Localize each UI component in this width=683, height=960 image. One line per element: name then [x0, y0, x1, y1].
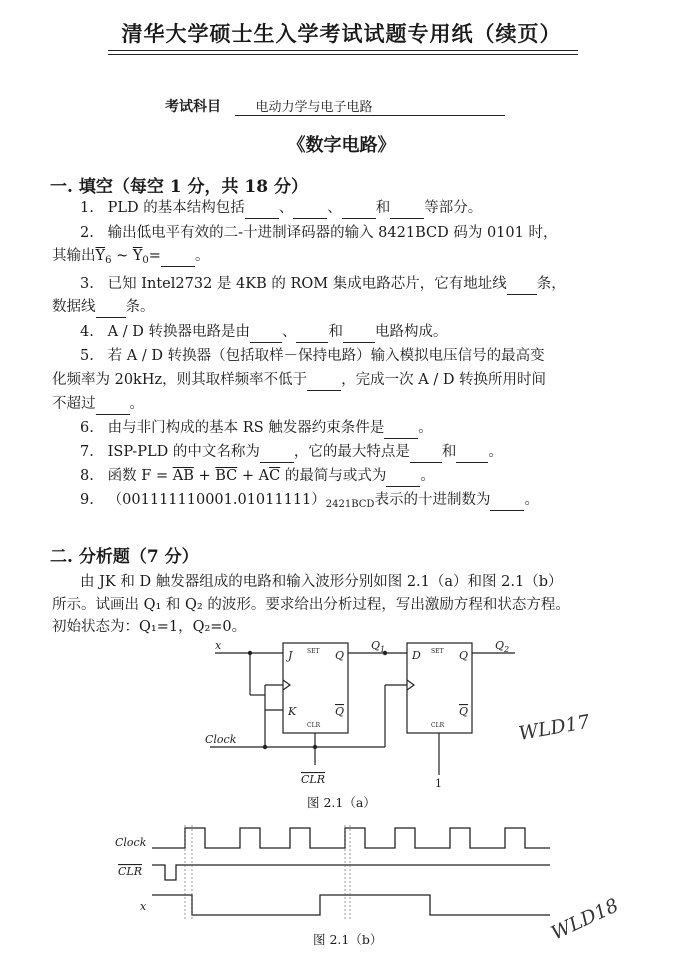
header-rule-2 — [108, 54, 578, 55]
q8-bc: $\overline{BC}$ — [215, 468, 238, 484]
q8-ab: $\overline{AB}$ — [172, 468, 194, 484]
d-d-label: D — [412, 649, 421, 662]
q4-blank-3 — [343, 322, 375, 343]
q3-blank-1 — [507, 274, 537, 295]
q9-end: 。 — [524, 492, 539, 508]
figure-a-caption: 图 2.1（a） — [307, 795, 376, 810]
question-3-line1 — [80, 274, 566, 295]
question-4 — [80, 322, 447, 343]
jk-k-label: K — [288, 705, 297, 718]
q1-label: $Q_1$ — [371, 639, 386, 654]
handwritten-mark-2: WLD18 — [547, 894, 622, 945]
section2-para2: 所示。试画出 Q₁ 和 Q₂ 的波形。要求给出分析过程，写出激励方程和状态方程。 — [52, 597, 570, 613]
question-5-line1 — [80, 346, 545, 366]
q9-text-b: 表示的十进制数为 — [374, 492, 491, 508]
q2-y6: $\overline{Y}$ — [95, 248, 106, 264]
q3-blank-2 — [96, 297, 126, 318]
q1-blank-2 — [293, 198, 327, 219]
q7-blank-3 — [456, 442, 488, 463]
q8-plus1: + — [198, 468, 211, 484]
fig-b-x-label: x — [140, 900, 147, 913]
q2-blank — [161, 246, 195, 267]
question-6 — [80, 418, 433, 439]
q1-text-end: 等部分。 — [424, 200, 483, 216]
q9-num: 9. — [80, 492, 94, 508]
q2-text-b: 其输出 — [52, 248, 96, 264]
q2-end: 。 — [194, 248, 210, 264]
jk-clr-pin-label: CLR — [307, 722, 321, 729]
section2-para3: 初始状态为：Q₁=1，Q₂=0。 — [52, 619, 247, 635]
q8-c: $\overline{C}$ — [269, 468, 281, 484]
q5-text-b: 化频率为 20kHz，则其取样频率不低于 — [52, 372, 308, 388]
waveform-diagram — [110, 820, 560, 930]
q5-text-b2: ，完成一次 A / D 转换所用时间 — [341, 372, 547, 388]
q6-end: 。 — [418, 420, 433, 436]
q8-num: 8. — [80, 468, 94, 484]
question-7 — [80, 442, 503, 463]
question-3-line2 — [52, 297, 155, 318]
q8-text-b: 的最简与或式为 — [284, 468, 387, 484]
q2-range: ~ — [116, 248, 129, 264]
d-qbar-label: Q — [459, 705, 469, 718]
q3-num: 3. — [80, 276, 94, 292]
fig-a-clock-label: Clock — [205, 733, 237, 746]
q3-text: 已知 Intel2732 是 4KB 的 ROM 集成电路芯片，它有地址线 — [107, 276, 507, 292]
q9-sub: 2421BCD — [325, 499, 375, 510]
handwriting-marks — [500, 680, 680, 950]
question-5-line2 — [52, 370, 546, 391]
q3-text-a2: 条， — [536, 276, 566, 292]
q4-sep2: 和 — [328, 324, 343, 340]
q8-text: 函数 F = — [107, 468, 169, 484]
q1-blank-4 — [390, 198, 424, 219]
q3-text-b2: 条。 — [125, 299, 155, 315]
handwritten-mark-1: WLD17 — [517, 710, 592, 745]
question-9 — [80, 490, 539, 515]
subject-label: 考试科目 — [165, 99, 221, 115]
q8-end: 。 — [420, 468, 435, 484]
header-rule — [108, 50, 578, 51]
question-2-line2 — [52, 246, 209, 271]
q4-text: A / D 转换器电路是由 — [107, 324, 250, 340]
question-5-line3 — [52, 394, 144, 415]
figure-b-caption: 图 2.1（b） — [313, 932, 383, 947]
subject-value: 电动力学与电子电路 — [235, 96, 505, 116]
d-clr-pin-label: CLR — [431, 722, 445, 729]
q3-text-b: 数据线 — [52, 299, 96, 315]
q2-text: 输出低电平有效的二-十进制译码器的输入 8421BCD 码为 0101 时， — [107, 225, 558, 241]
q7-text: ISP-PLD 的中文名称为 — [107, 444, 260, 460]
circuit-diagram — [195, 635, 535, 795]
q9-text: （001111110001.01011111） — [107, 492, 326, 508]
header-title: 清华大学硕士生入学考试试题专用纸（续页） — [121, 21, 562, 46]
fig-a-clr-label: CLR — [301, 773, 326, 786]
fig-a-x-label: x — [215, 639, 222, 652]
q5-text-c: 不超过 — [52, 396, 96, 412]
q1-sep2: 、 — [327, 200, 342, 216]
clock-waveform — [152, 828, 550, 848]
section2-para1: 由 JK 和 D 触发器组成的电路和输入波形分别如图 2.1（a）和图 2.1（b） — [80, 574, 563, 590]
q4-blank-1 — [250, 322, 282, 343]
x-waveform — [152, 895, 550, 915]
jk-qbar-label: Q — [335, 705, 345, 718]
q5-text: 若 A / D 转换器（包括取样－保持电路）输入模拟电压信号的最高变 — [107, 348, 545, 364]
q5-blank-1 — [307, 370, 341, 391]
subject-row — [165, 96, 505, 116]
q2-y0: $\overline{Y}$ — [132, 248, 143, 264]
q4-num: 4. — [80, 324, 94, 340]
q4-text-end: 电路构成。 — [374, 324, 448, 340]
q7-num: 7. — [80, 444, 94, 460]
q2-y0-sub: 0 — [142, 255, 149, 266]
jk-q-label: Q — [335, 649, 345, 662]
q5-num: 5. — [80, 348, 94, 364]
q8-blank — [386, 466, 420, 487]
q9-blank — [490, 490, 524, 511]
question-8 — [80, 466, 435, 487]
course-title: 《数字电路》 — [287, 135, 396, 156]
fig-a-one-label: 1 — [435, 777, 442, 790]
jk-j-label: J — [288, 649, 293, 662]
q5-text-c2: 。 — [129, 396, 144, 412]
q2-num: 2. — [80, 225, 94, 241]
q2-y6-sub: 6 — [105, 255, 112, 266]
question-1 — [80, 198, 482, 219]
q7-blank-2 — [410, 442, 442, 463]
q2-eq: = — [148, 248, 161, 264]
q6-blank — [384, 418, 418, 439]
q1-text: PLD 的基本结构包括 — [107, 200, 245, 216]
q4-sep1: 、 — [281, 324, 297, 340]
q1-sep3: 和 — [375, 200, 391, 216]
q1-sep1: 、 — [278, 200, 294, 216]
q6-text: 由与非门构成的基本 RS 触发器约束条件是 — [107, 420, 385, 436]
fig-b-clr-label: CLR — [118, 865, 143, 878]
d-set-label: SET — [431, 648, 444, 655]
q8-plus2: + A — [241, 468, 270, 484]
d-q-label: Q — [459, 649, 469, 662]
q2-label: $Q_2$ — [495, 639, 510, 654]
section2-heading: 二. 分析题（7 分） — [50, 547, 199, 567]
section1-heading: 一. 填空（每空 1 分，共 18 分） — [50, 177, 308, 197]
q1-blank-3 — [342, 198, 376, 219]
q7-end: 。 — [488, 444, 503, 460]
q7-sep: 和 — [441, 444, 457, 460]
fig-b-clock-label: Clock — [115, 836, 147, 849]
question-2-line1 — [80, 223, 557, 243]
q7-blank-1 — [260, 442, 294, 463]
q7-text-b: ，它的最大特点是 — [293, 444, 410, 460]
clr-waveform — [152, 865, 550, 880]
q1-num: 1. — [80, 200, 94, 216]
q4-blank-2 — [296, 322, 328, 343]
jk-set-label: SET — [307, 648, 320, 655]
q1-blank-1 — [245, 198, 279, 219]
q5-blank-2 — [96, 394, 130, 415]
q6-num: 6. — [80, 420, 94, 436]
